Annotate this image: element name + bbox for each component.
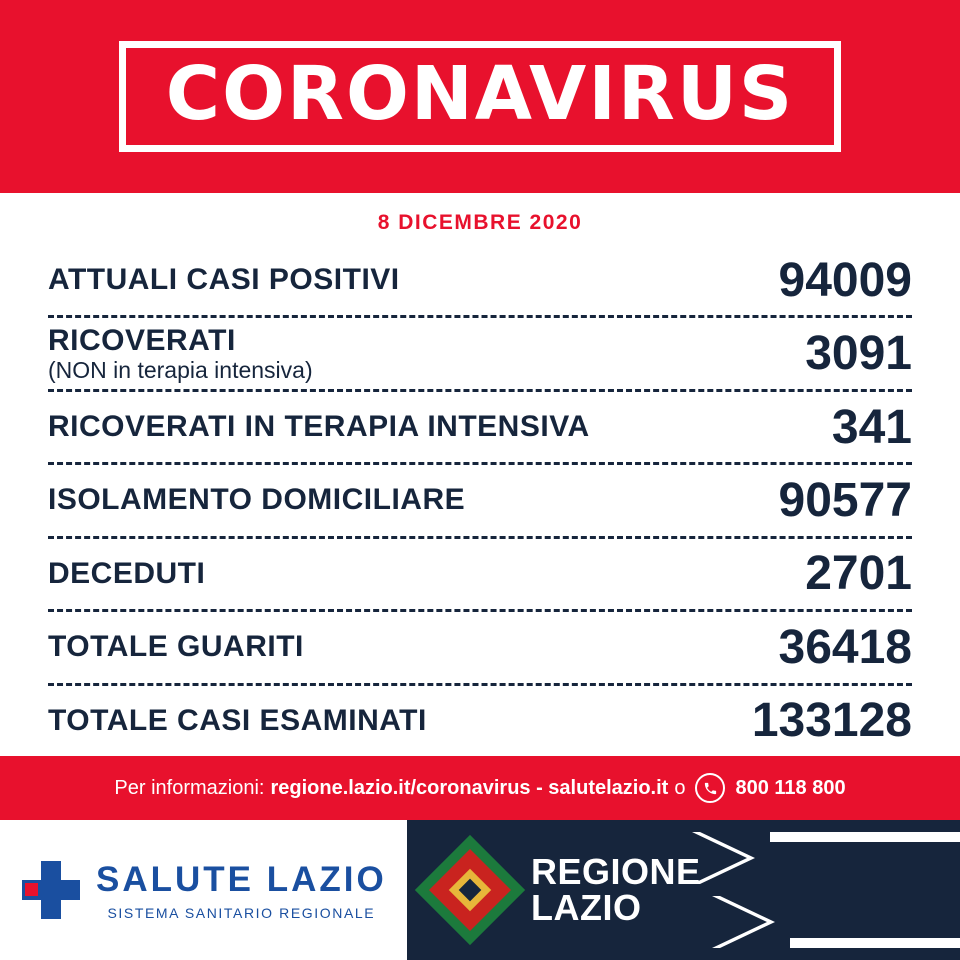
report-date: 8 DICEMBRE 2020 [377, 211, 583, 234]
info-prefix: Per informazioni: [114, 776, 265, 799]
stat-label-sub: (NON in terapia intensiva) [48, 356, 313, 383]
stat-label: TOTALE CASI ESAMINATI [48, 703, 427, 737]
salute-lazio-logo [0, 820, 407, 960]
table-row [48, 245, 912, 318]
stat-value: 90577 [778, 473, 912, 527]
page-title: CORONAVIRUS [165, 51, 795, 138]
stat-label-main: RICOVERATI [48, 323, 236, 357]
stat-label: ATTUALI CASI POSITIVI [48, 263, 400, 297]
regione-lazio-emblem-icon [431, 851, 509, 929]
date-bar [0, 193, 960, 241]
info-separator: o [674, 776, 686, 799]
info-phone-number: 800 118 800 [735, 776, 846, 799]
stat-value: 3091 [805, 327, 912, 381]
header-frame [119, 41, 841, 152]
poster-footer [0, 820, 960, 960]
table-row [48, 612, 912, 685]
table-row [48, 392, 912, 465]
stat-label: TOTALE GUARITI [48, 630, 304, 664]
stat-label: ISOLAMENTO DOMICILIARE [48, 483, 466, 517]
stat-value: 133128 [751, 694, 912, 748]
table-row [48, 465, 912, 538]
phone-icon [695, 773, 725, 803]
stat-label: RICOVERATI IN TERAPIA INTENSIVA [48, 409, 590, 443]
stat-label [48, 325, 325, 383]
stat-value: 36418 [778, 620, 912, 674]
stat-value: 94009 [778, 253, 912, 307]
table-row [48, 539, 912, 612]
table-row [48, 318, 912, 391]
info-bar [0, 756, 960, 820]
stat-label: DECEDUTI [48, 556, 206, 590]
statistics-table [0, 241, 960, 756]
regione-line-2: LAZIO [531, 887, 642, 928]
poster-header [0, 0, 960, 193]
salute-lazio-title: SALUTE LAZIO [96, 859, 387, 899]
regione-line-1: REGIONE [531, 851, 701, 892]
stat-value: 341 [831, 400, 912, 454]
table-row [48, 686, 912, 756]
medical-cross-icon [22, 861, 80, 919]
info-websites[interactable]: regione.lazio.it/coronavirus - salutelazio.it [270, 776, 669, 799]
chevron-decoration [660, 820, 960, 960]
stat-value: 2701 [805, 547, 912, 601]
salute-lazio-text [96, 860, 387, 921]
salute-lazio-subtitle: SISTEMA SANITARIO REGIONALE [107, 904, 376, 921]
regione-lazio-logo [407, 820, 960, 960]
